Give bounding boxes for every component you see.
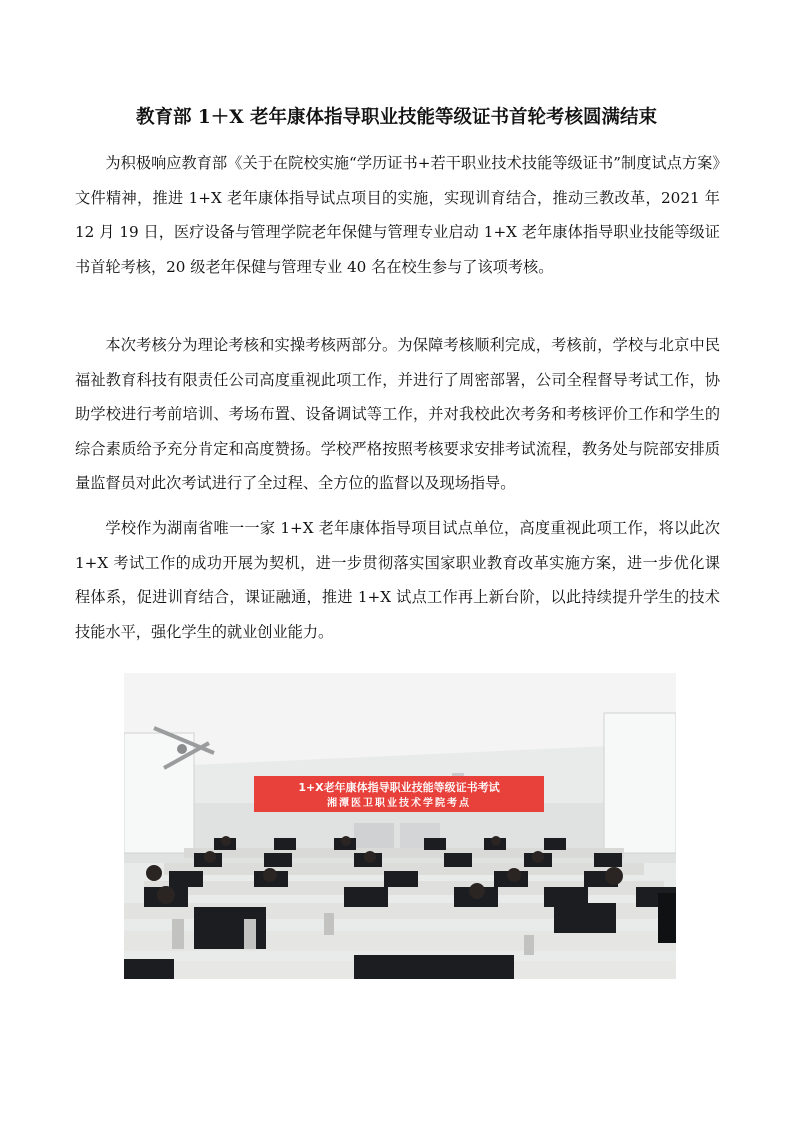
paragraph-1: 为积极响应教育部《关于在院校实施“学历证书+若干职业技术技能等级证书”制度试点方案》文件精神，推进 1+X 老年康体指导试点项目的实施，实现训育结合，推动三教改革，2021 年 12 月 19 日，医疗设备与管理学院老年保健与管理专业启动 1+X 老年康体指导职业技能等级证书首轮考核，20 级老年保健与管理专业 40 名在校生参与了该项考核。 — [75, 154, 720, 276]
paragraph-2: 本次考核分为理论考核和实操考核两部分。为保障考核顺利完成，考核前，学校与北京中民福祉教育科技有限责任公司高度重视此项工作，并进行了周密部署，公司全程督导考试工作，协助学校进行考前培训、考场布置、设备调试等工作，并对我校此次考务和考核评价工作和学生的综合素质给予充分肯定和高度赞扬。学校严格按照考核要求安排考试流程，教务处与院部安排质量监督员对此次考试进行了全过程、全方位的监督以及现场指导。 — [75, 336, 720, 492]
document-title: 教育部 1＋X 老年康体指导职业技能等级证书首轮考核圆满结束 — [135, 107, 658, 128]
exam-banner — [254, 776, 544, 812]
exam-room-photo — [124, 673, 676, 979]
paragraph-3: 学校作为湖南省唯一一家 1+X 老年康体指导项目试点单位，高度重视此项工作，将以此次 1+X 考试工作的成功开展为契机，进一步贯彻落实国家职业教育改革实施方案，进一步优化课程体系，促进训育结合，课证融通，推进 1+X 试点工作再上新台阶，以此持续提升学生的技术技能水平，强化学生的就业创业能力。 — [75, 519, 720, 641]
banner-line-1: 1+X老年康体指导职业技能等级证书考试 — [298, 781, 500, 794]
banner-line-2: 湘潭医卫职业技术学院考点 — [327, 798, 471, 809]
exam-room-illustration — [124, 673, 676, 979]
